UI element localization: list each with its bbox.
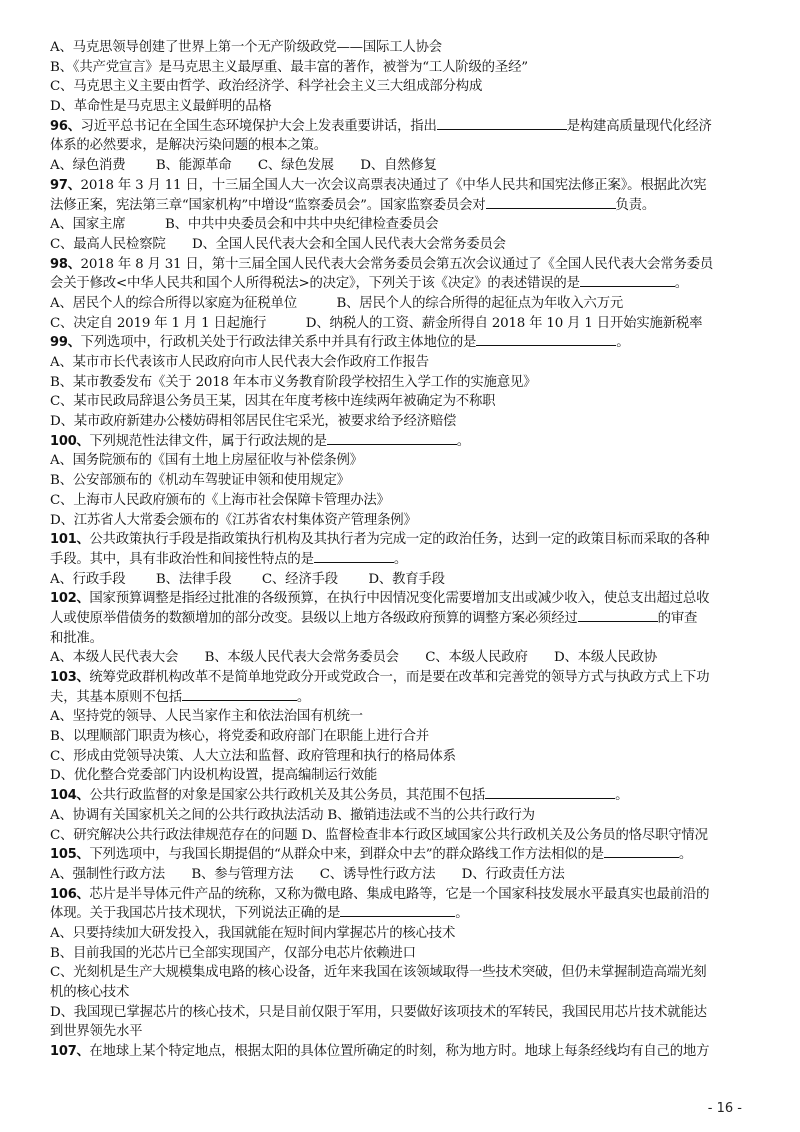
line-text: D、优化整合党委部门内设机构设置，提高编制运行效能	[50, 768, 378, 784]
line-text-after: 。	[616, 335, 630, 351]
text-line	[50, 392, 760, 412]
line-text-after: 负责。	[615, 197, 656, 213]
line-text: A、国务院颁布的《国有土地上房屋征收与补偿条例》	[50, 453, 363, 469]
line-text: C、决定自 2019 年 1 月 1 日起施行 D、纳税人的工资、薪金所得自 2018 年 10 月 1 日开始实施新税率	[50, 315, 703, 331]
line-text: B、公安部颁布的《机动车驾驶证申领和使用规定》	[50, 473, 350, 489]
line-text: 手段。其中，具有非政治性和间接性特点的是	[50, 551, 314, 567]
line-text: C、最高人民检察院 D、全国人民代表大会和全国人民代表大会常务委员会	[50, 236, 506, 252]
text-line	[50, 77, 760, 97]
question-line	[50, 432, 760, 452]
line-text: 下列选项中，与我国长期提倡的“从群众中来，到群众中去”的群众路线工作方法相似的是	[89, 847, 604, 863]
text-line	[50, 806, 760, 826]
line-text: A、居民个人的综合所得以家庭为征税单位 B、居民个人的综合所得的起征点为年收入六万元	[50, 295, 624, 311]
line-text: 人或使原举借债务的数额增加的部分改变。县级以上地方各级政府预算的调整方案必须经过	[50, 610, 578, 626]
line-text: 会关于修改<中华人民共和国个人所得税法>的决定》，下列关于该《决定》的表述错误的是	[50, 276, 580, 292]
question-number: 96、	[50, 118, 81, 134]
text-line	[50, 215, 760, 235]
line-text: 下列选项中，行政机关处于行政法律关系中并具有行政主体地位的是	[80, 335, 477, 351]
text-line	[50, 156, 760, 176]
text-line	[50, 97, 760, 117]
line-text: D、革命性是马克思主义最鲜明的品格	[50, 99, 272, 115]
answer-blank	[314, 550, 394, 563]
question-number: 106、	[50, 886, 90, 902]
text-line	[50, 766, 760, 786]
question-line	[50, 589, 760, 609]
answer-blank	[437, 117, 567, 130]
text-line	[50, 314, 760, 334]
text-line	[50, 944, 760, 964]
text-line	[50, 412, 760, 432]
line-text: 国家预算调整是指经过批准的各级预算，在执行中因情况变化需要增加支出或减少收入，使总支出超过总收	[89, 591, 710, 607]
text-line	[50, 373, 760, 393]
question-number: 98、	[50, 256, 81, 272]
text-line	[50, 1022, 760, 1042]
question-number: 100、	[50, 433, 90, 449]
line-text-after: 。	[678, 847, 693, 863]
document-body	[50, 38, 760, 1062]
answer-blank	[485, 786, 615, 799]
text-line	[50, 491, 760, 511]
line-text: A、马克思领导创建了世界上第一个无产阶级政党——国际工人协会	[50, 40, 442, 55]
question-number: 103、	[50, 670, 90, 685]
text-line	[50, 196, 760, 216]
answer-blank	[340, 904, 455, 917]
question-line	[50, 333, 760, 353]
text-line	[50, 235, 760, 255]
line-text: A、行政手段 B、法律手段 C、经济手段 D、教育手段	[50, 571, 445, 587]
text-line	[50, 1003, 760, 1023]
line-text: 2018 年 3 月 11 日，十三届全国人大一次会议高票表决通过了《中华人民共和国宪法修正案》。根据此次宪	[80, 177, 707, 193]
line-text: C、上海市人民政府颁布的《上海市社会保障卡管理办法》	[50, 492, 390, 508]
line-text-after: 的审查	[657, 610, 698, 626]
text-line	[50, 511, 760, 531]
line-text: A、强制性行政方法 B、参与管理方法 C、诱导性行政方法 D、行政责任方法	[50, 866, 565, 882]
line-text: D、某市政府新建办公楼妨碍相邻居民住宅采光，被要求给予经济赔偿	[50, 414, 457, 430]
page-number: - 16 -	[707, 1101, 742, 1116]
line-text: C、研究解决公共行政法律规范存在的问题 D、监督检查非本行政区域国家公共行政机关及公务员的恪尽职守情况	[50, 827, 708, 843]
line-text: A、本级人民代表大会 B、本级人民代表大会常务委员会 C、本级人民政府 D、本级人民政协	[50, 650, 657, 666]
line-text: 机的核心技术	[50, 985, 130, 1000]
line-text: 芯片是半导体元件产品的统称，又称为微电路、集成电路等，它是一个国家科技发展水平最真实也最前沿的	[89, 886, 710, 902]
text-line	[50, 826, 760, 846]
text-line	[50, 629, 760, 649]
text-line	[50, 747, 760, 767]
line-text: 在地球上某个特定地点，根据太阳的具体位置所确定的时刻，称为地方时。地球上每条经线均有自己的地方	[89, 1044, 710, 1060]
question-line	[50, 255, 760, 275]
line-text: C、马克思主义主要由哲学、政治经济学、科学社会主义三大组成部分构成	[50, 79, 483, 95]
text-line	[50, 136, 760, 156]
line-text: A、坚持党的领导、人民当家作主和依法治国有机统一	[50, 709, 363, 725]
text-line	[50, 707, 760, 727]
line-text: A、国家主席 B、中共中央委员会和中共中央纪律检查委员会	[50, 217, 439, 233]
line-text: 公共行政监督的对象是国家公共行政机关及其公务员，其范围不包括	[89, 788, 486, 804]
line-text: 和批准。	[50, 630, 103, 646]
question-number: 99、	[50, 335, 81, 351]
text-line	[50, 688, 760, 708]
answer-blank	[486, 196, 616, 209]
line-text: A、某市市长代表该市人民政府向市人民代表大会作政府工作报告	[50, 355, 429, 370]
line-text: 统筹党政群机构改革不是简单地党政分开或党政合一，而是要在改革和完善党的领导方式与执政方式上下功	[89, 670, 710, 685]
question-number: 102、	[50, 591, 90, 607]
question-number: 107、	[50, 1044, 90, 1060]
text-line	[50, 609, 760, 629]
line-text: 下列规范性法律文件，属于行政法规的是	[89, 433, 327, 449]
line-text: C、形成由党领导决策、人大立法和监督、政府管理和执行的格局体系	[50, 748, 456, 764]
line-text: C、光刻机是生产大规模集成电路的核心设备，近年来我国在该领域取得一些技术突破，但仍未掌握制造高端光刻	[50, 965, 707, 981]
line-text-after: 。	[456, 433, 470, 449]
text-line	[50, 274, 760, 294]
question-line	[50, 786, 760, 806]
line-text: 夫，其基本原则不包括	[50, 689, 182, 705]
line-text: B、《共产党宣言》是马克思主义最厚重、最丰富的著作，被誉为“工人阶级的圣经”	[50, 59, 528, 75]
line-text-after: 。	[393, 551, 408, 567]
text-line	[50, 648, 760, 668]
answer-blank	[604, 845, 679, 858]
line-text: 法修正案，宪法第三章“国家机构”中增设“监察委员会”。国家监察委员会对	[50, 197, 486, 213]
question-number: 104、	[50, 788, 90, 804]
line-text-after: 。	[296, 689, 311, 705]
text-line	[50, 353, 760, 373]
line-text: D、江苏省人大常委会颁布的《江苏省农村集体资产管理条例》	[50, 512, 417, 528]
text-line	[50, 550, 760, 570]
question-line	[50, 845, 760, 865]
line-text: 体系的必然要求，是解决污染问题的根本之策。	[50, 138, 328, 154]
text-line	[50, 570, 760, 590]
answer-blank	[476, 333, 616, 346]
text-line	[50, 58, 760, 78]
text-line	[50, 294, 760, 314]
line-text-after: 。	[455, 906, 469, 922]
answer-blank	[580, 274, 675, 287]
text-line	[50, 865, 760, 885]
question-line	[50, 117, 760, 137]
text-line	[50, 471, 760, 491]
line-text: D、我国现已掌握芯片的核心技术，只是目前仅限于军用，只要做好该项技术的军转民，我国民用芯片技术就能达	[50, 1004, 707, 1020]
answer-blank	[182, 688, 297, 701]
question-line	[50, 668, 760, 688]
question-line	[50, 530, 760, 550]
text-line	[50, 727, 760, 747]
text-line	[50, 963, 760, 983]
line-text: 到世界领先水平	[50, 1024, 143, 1040]
text-line	[50, 983, 760, 1003]
line-text: C、某市民政局辞退公务员王某，因其在年度考核中连续两年被确定为不称职	[50, 394, 496, 410]
line-text-after: 。	[615, 788, 629, 804]
line-text-after: 。	[674, 276, 688, 292]
line-text: 2018 年 8 月 31 日，第十三届全国人民代表大会常务委员会第五次会议通过了《全国人民代表大会常务委员	[80, 256, 714, 272]
question-line	[50, 1042, 760, 1062]
line-text: B、目前我国的光芯片已全部实现国产，仅部分电芯片依赖进口	[50, 945, 416, 961]
line-text: 公共政策执行手段是指政策执行机构及其执行者为完成一定的政治任务，达到一定的政策目标而采取的各种	[89, 532, 710, 548]
line-text-after: 是构建高质量现代化经济	[566, 118, 712, 134]
question-line	[50, 885, 760, 905]
question-number: 97、	[50, 177, 81, 193]
text-line	[50, 38, 760, 58]
line-text: A、只要持续加大研发投入，我国就能在短时间内掌握芯片的核心技术	[50, 925, 456, 941]
question-number: 101、	[50, 532, 90, 548]
line-text: B、某市教委发布《关于 2018 年本市义务教育阶段学校招生入学工作的实施意见》	[50, 374, 537, 390]
question-number: 105、	[50, 847, 90, 863]
line-text: 习近平总书记在全国生态环境保护大会上发表重要讲话，指出	[80, 118, 437, 134]
text-line	[50, 924, 760, 944]
question-line	[50, 176, 760, 196]
answer-blank	[327, 432, 457, 445]
line-text: A、协调有关国家机关之间的公共行政执法活动 B、撤销违法或不当的公共行政行为	[50, 807, 535, 823]
line-text: A、绿色消费 B、能源革命 C、绿色发展 D、自然修复	[50, 158, 437, 174]
answer-blank	[578, 609, 658, 622]
text-line	[50, 451, 760, 471]
line-text: 体现。关于我国芯片技术现状，下列说法正确的是	[50, 906, 341, 922]
line-text: B、以理顺部门职责为核心，将党委和政府部门在职能上进行合并	[50, 729, 429, 745]
text-line	[50, 904, 760, 924]
